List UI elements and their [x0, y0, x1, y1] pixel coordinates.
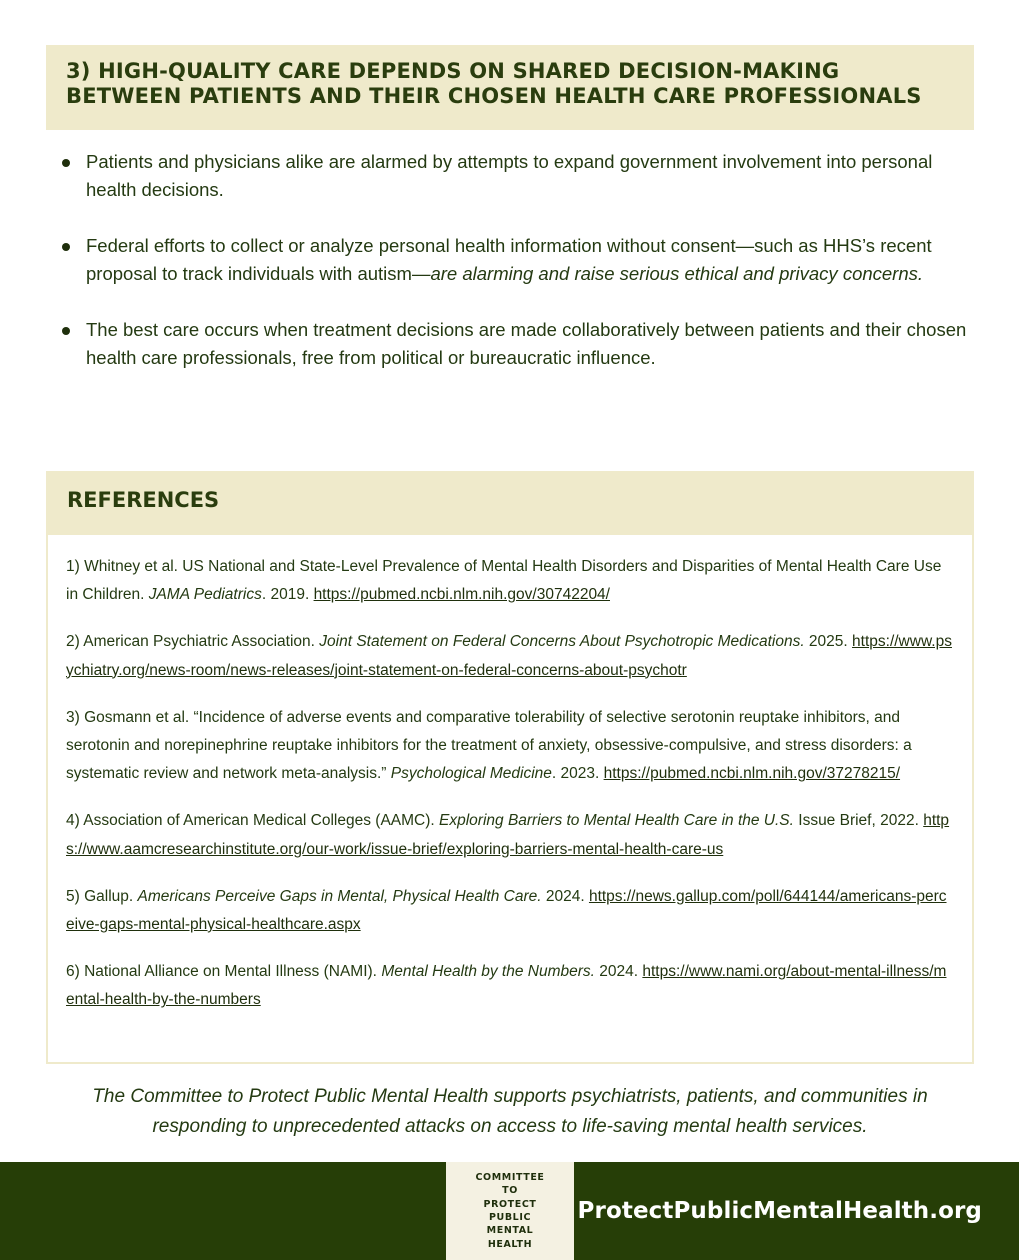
footer-bar [0, 1162, 1019, 1260]
references-box [46, 471, 974, 1064]
key-points-list [46, 148, 976, 400]
reference-year: 2025. [804, 633, 853, 651]
reference-text: 3) Gosmann et al. “Incidence of adverse events and comparative tolerability of selective serotonin reuptake inhibitors, and serotonin and norepinephrine reuptake inhibitors for the treatment of anxiety, obsessive-compulsive, and stress disorders: a systematic review and network meta-analysis.” [66, 708, 912, 783]
logo-line: TO [502, 1185, 518, 1197]
bullet-text: Federal efforts to collect or analyze personal health information without consent—such as HHS’s recent proposal to track individuals with autism— [86, 235, 932, 284]
section-3-header [46, 45, 974, 130]
logo-line: PUBLIC [488, 1212, 532, 1223]
reference-link[interactable]: https://www.aamcresearchinstitute.org/our-work/issue-brief/exploring-barriers-mental-health-care-us [66, 812, 950, 858]
bullet-item [46, 316, 976, 371]
reference-text: 5) Gallup. [66, 887, 138, 905]
reference-year: 2024. [594, 963, 643, 981]
reference-year: . 2019. [261, 586, 314, 604]
bullet-dot-icon [62, 159, 70, 167]
reference-link[interactable]: https://news.gallup.com/poll/644144/americans-perceive-gaps-mental-physical-healthcare.aspx [66, 887, 947, 934]
reference-journal: Exploring Barriers to Mental Health Care in the U.S. [439, 812, 794, 830]
reference-link[interactable]: https://www.nami.org/about-mental-illness/mental-health-by-the-numbers [66, 963, 947, 1009]
bullet-dot-icon [62, 243, 70, 251]
logo-line: HEALTH [487, 1238, 533, 1250]
reference-year: 2024. [541, 887, 589, 905]
logo-line: MENTAL [486, 1225, 534, 1237]
bullet-text: The best care occurs when treatment decisions are made collaboratively between patients and their chosen health care professionals, free from political or bureaucratic influence. [86, 319, 967, 368]
reference-item [66, 958, 954, 1014]
reference-link[interactable]: https://pubmed.ncbi.nlm.nih.gov/30742204/ [313, 586, 610, 604]
bullet-item [46, 232, 976, 287]
bullet-emphasis: are alarming and raise serious ethical and privacy concerns. [430, 262, 924, 284]
tagline: The Committee to Protect Public Mental Health supports psychiatrists, patients, and communities in responding to unprecedented attacks on access to life-saving mental health services. [92, 1086, 928, 1137]
reference-link[interactable]: https://pubmed.ncbi.nlm.nih.gov/37278215/ [603, 765, 901, 783]
references-title: REFERENCES [67, 488, 220, 512]
logo-line: COMMITTEE [475, 1172, 545, 1184]
website-link[interactable]: ProtectPublicMentalHealth.org [577, 1198, 982, 1224]
reference-journal: Americans Perceive Gaps in Mental, Physical Health Care. [137, 887, 542, 905]
committee-logo [446, 1162, 574, 1260]
reference-text: 6) National Alliance on Mental Illness (NAMI). [66, 963, 382, 981]
reference-item [66, 553, 954, 609]
logo-line: PROTECT [483, 1198, 537, 1210]
reference-text: 4) Association of American Medical Colleges (AAMC). [66, 812, 440, 830]
reference-item [66, 704, 954, 789]
reference-journal: Mental Health by the Numbers. [381, 963, 595, 981]
reference-journal: Psychological Medicine [390, 765, 552, 783]
reference-text: 1) Whitney et al. US National and State-Level Prevalence of Mental Health Disorders and Disparities of Mental Health Care Use in Children. [66, 558, 942, 604]
reference-item [66, 883, 954, 939]
section-3-title: 3) HIGH-QUALITY CARE DEPENDS ON SHARED DECISION-MAKING BETWEEN PATIENTS AND THEIR CHOSEN HEALTH CARE PROFESSIONALS [66, 59, 922, 108]
reference-link[interactable]: https://www.psychiatry.org/news-room/news-releases/joint-statement-on-federal-concerns-about-psychotr [66, 633, 952, 679]
reference-text: 2) American Psychiatric Association. [66, 633, 320, 651]
reference-item [66, 628, 954, 684]
reference-item [66, 807, 954, 863]
reference-year: Issue Brief, 2022. [793, 812, 924, 830]
reference-journal: JAMA Pediatrics [148, 586, 262, 604]
bullet-item [46, 148, 976, 203]
references-header [48, 473, 972, 535]
reference-year: . 2023. [551, 765, 604, 783]
bullet-text: Patients and physicians alike are alarmed by attempts to expand government involvement into personal health decisions. [86, 151, 933, 200]
bullet-dot-icon [62, 327, 70, 335]
references-list [48, 535, 972, 1015]
reference-journal: Joint Statement on Federal Concerns About Psychotropic Medications. [319, 633, 805, 651]
